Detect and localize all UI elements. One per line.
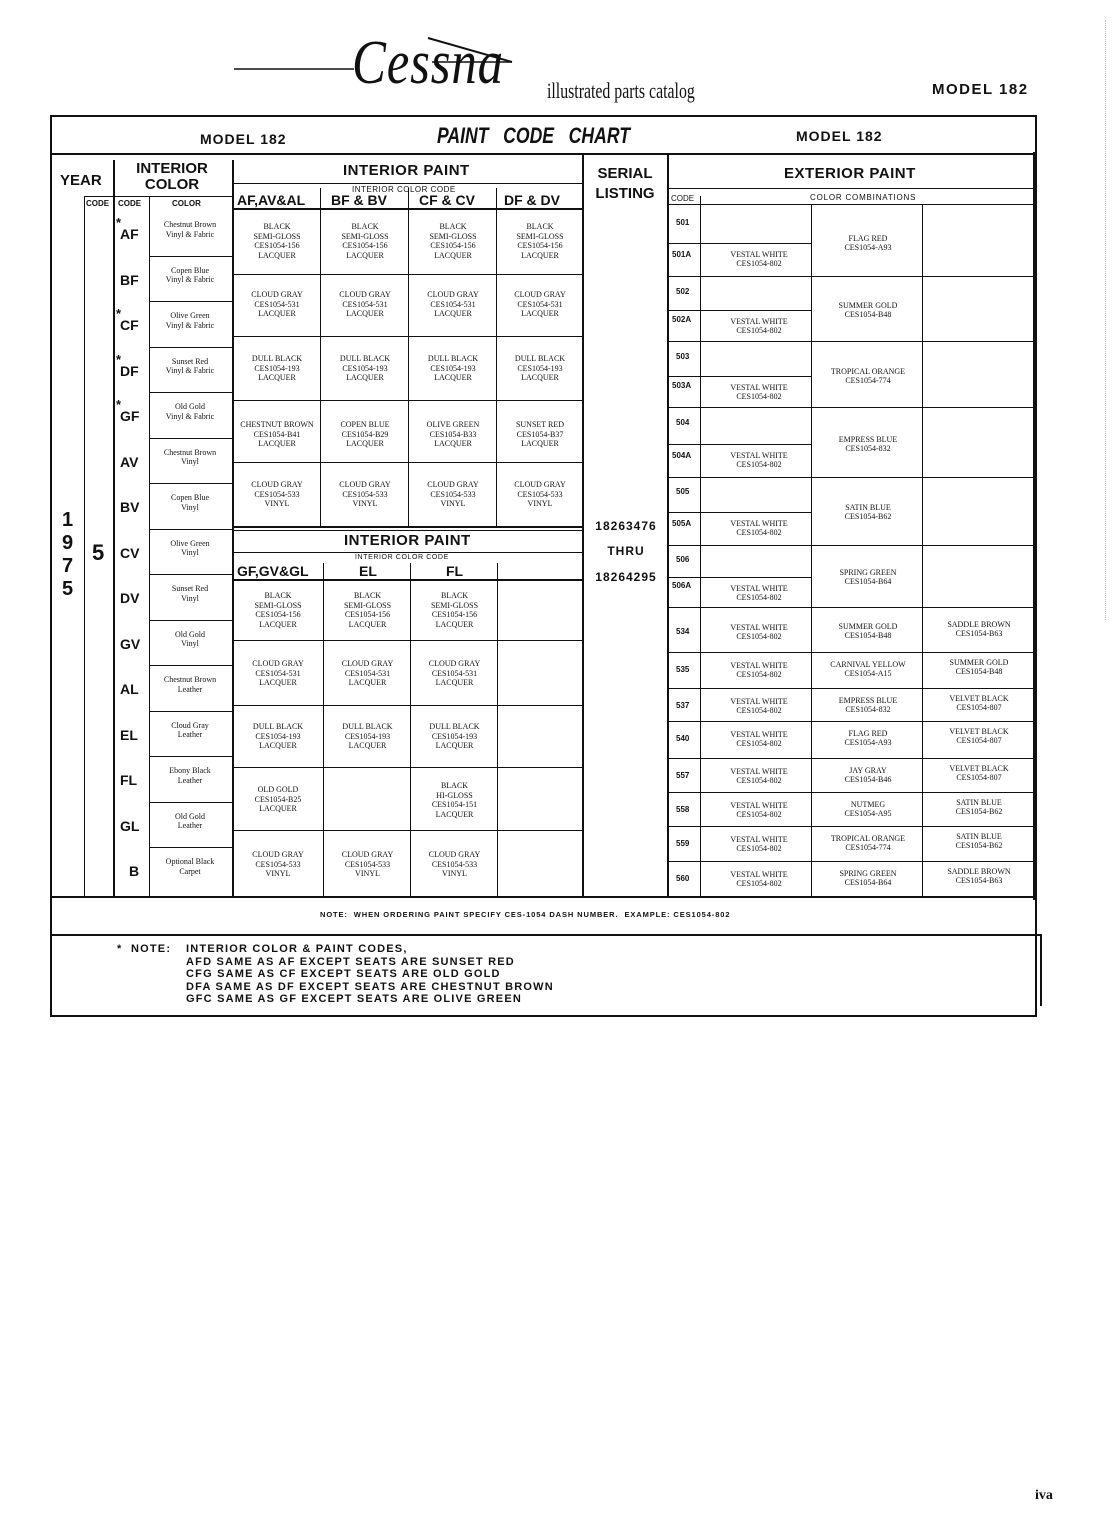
row-divider bbox=[667, 688, 1033, 689]
pair-divider bbox=[667, 243, 811, 244]
interior-color-name: Optional Black Carpet bbox=[165, 857, 215, 876]
exterior-color-cell: SATIN BLUE CES1054-B62 bbox=[844, 503, 892, 521]
interior-color-code: B bbox=[129, 863, 140, 879]
interior-color-code: AL bbox=[120, 681, 139, 697]
color-row-divider bbox=[149, 256, 232, 257]
interior-color-code: CV bbox=[120, 544, 140, 561]
exterior-code: 502A bbox=[672, 315, 692, 324]
interior-color-name: Olive Green Vinyl & Fabric bbox=[165, 311, 215, 330]
interior-color-name: Old Gold Leather bbox=[175, 811, 205, 830]
interior-paint-cell: CLOUD GRAY CES1054-531 LACQUER bbox=[428, 659, 481, 687]
exterior-color-1: VESTAL WHITE CES1054-802 bbox=[730, 623, 788, 641]
interior-paint-cell: CLOUD GRAY CES1054-533 VINYL bbox=[252, 850, 304, 878]
interior-color-code-header: INTERIOR COLOR CODE bbox=[352, 185, 456, 194]
interior-paint-lower-title: INTERIOR PAINT bbox=[344, 532, 471, 549]
serial-from: 18263476 bbox=[595, 519, 657, 533]
exterior-color-2: FLAG RED CES1054-A93 bbox=[844, 729, 892, 747]
exterior-color-2: JAY GRAY CES1054-B46 bbox=[844, 766, 892, 784]
exterior-code: 540 bbox=[676, 734, 690, 743]
interior-paint-cell: BLACK SEMI-GLOSS CES1054-156 LACQUER bbox=[254, 591, 302, 629]
interior-paint-cell: DULL BLACK CES1054-193 LACQUER bbox=[427, 354, 479, 382]
year-digit: 7 bbox=[62, 555, 74, 577]
interior-color-header: INTERIOR COLOR bbox=[136, 160, 208, 193]
exterior-color-3: VELVET BLACK CES1054-807 bbox=[949, 694, 1009, 712]
exterior-color-1: VESTAL WHITE CES1054-802 bbox=[730, 661, 788, 679]
interior-paint-cell: CLOUD GRAY CES1054-533 VINYL bbox=[428, 850, 481, 878]
interior-paint-cell: COPEN BLUE CES1054-B29 LACQUER bbox=[340, 420, 390, 448]
pair-divider bbox=[667, 577, 811, 578]
interior-paint-cell: CLOUD GRAY CES1054-531 LACQUER bbox=[251, 290, 303, 318]
interior-paint-header: INTERIOR PAINT bbox=[343, 162, 470, 179]
exterior-code: 503 bbox=[676, 352, 690, 361]
exterior-color-1: VESTAL WHITE CES1054-802 bbox=[730, 730, 788, 748]
order-note: NOTE: WHEN ORDERING PAINT SPECIFY CES-1054 DASH NUMBER. EXAMPLE: CES1054-802 bbox=[320, 910, 731, 919]
scan-edge-marks bbox=[1105, 20, 1107, 620]
exterior-code: 535 bbox=[676, 665, 690, 674]
color-row-divider bbox=[149, 847, 232, 848]
pair-divider bbox=[667, 512, 811, 513]
interior-paint-cell: OLIVE GREEN CES1054-B33 LACQUER bbox=[426, 420, 480, 448]
interior-color-code: BV bbox=[120, 499, 140, 515]
ip-head-1: BF & BV bbox=[331, 192, 387, 208]
interior-color-code: BF bbox=[120, 271, 139, 288]
exterior-code: 501 bbox=[676, 218, 690, 227]
row-divider bbox=[667, 721, 1033, 722]
interior-paint-cell: CLOUD GRAY CES1054-533 VINYL bbox=[339, 480, 391, 508]
interior-paint-cell: BLACK SEMI-GLOSS CES1054-156 LACQUER bbox=[253, 222, 301, 260]
interior-paint-cell: BLACK SEMI-GLOSS CES1054-156 LACQUER bbox=[430, 591, 479, 629]
color-row-divider bbox=[149, 483, 232, 484]
interior-paint-cell: DULL BLACK CES1054-193 LACQUER bbox=[252, 722, 304, 750]
exterior-code: 506A bbox=[672, 581, 692, 590]
interior-paint-cell: CLOUD GRAY CES1054-531 LACQUER bbox=[514, 290, 566, 318]
logo-text: Cessna bbox=[352, 29, 504, 97]
interior-color-code: EL bbox=[120, 726, 138, 743]
exterior-color-2: CARNIVAL YELLOW CES1054-A15 bbox=[830, 660, 906, 678]
exterior-color-cell: FLAG RED CES1054-A93 bbox=[844, 234, 892, 252]
exterior-vestal-cell: VESTAL WHITE CES1054-802 bbox=[730, 584, 788, 602]
interior-color-name: Cloud Gray Leather bbox=[171, 720, 209, 739]
exterior-paint-header: EXTERIOR PAINT bbox=[784, 165, 916, 182]
interior-color-name: Chestnut Brown Vinyl & Fabric bbox=[163, 220, 217, 239]
exterior-code: 505A bbox=[672, 519, 692, 528]
row-divider bbox=[667, 792, 1033, 793]
color-combinations-header: COLOR COMBINATIONS bbox=[810, 193, 917, 202]
color-row-divider bbox=[149, 347, 232, 348]
interior-color-name: Sunset Red Vinyl & Fabric bbox=[165, 356, 215, 375]
interior-paint-cell: CLOUD GRAY CES1054-531 LACQUER bbox=[252, 659, 304, 687]
row-divider bbox=[667, 545, 1033, 546]
exterior-color-3: VELVET BLACK CES1054-807 bbox=[949, 727, 1009, 745]
interior-paint-cell: CLOUD GRAY CES1054-531 LACQUER bbox=[341, 659, 394, 687]
exterior-color-2: SUMMER GOLD CES1054-B48 bbox=[838, 622, 898, 640]
interior-color-code-lower: INTERIOR COLOR CODE bbox=[355, 554, 449, 561]
exterior-color-1: VESTAL WHITE CES1054-802 bbox=[730, 767, 788, 785]
exterior-code: 502 bbox=[676, 287, 690, 296]
interior-paint-cell: SUNSET RED CES1054-B37 LACQUER bbox=[515, 420, 565, 448]
color-row-divider bbox=[149, 529, 232, 530]
interior-paint-cell: DULL BLACK CES1054-193 LACQUER bbox=[514, 354, 566, 382]
exterior-color-2: SPRING GREEN CES1054-B64 bbox=[839, 869, 897, 887]
exterior-color-3: SATIN BLUE CES1054-B62 bbox=[955, 798, 1003, 816]
star-note-line: CFG SAME AS CF EXCEPT SEATS ARE OLD GOLD bbox=[186, 968, 501, 980]
exterior-color-3: VELVET BLACK CES1054-807 bbox=[949, 764, 1009, 782]
interior-paint-cell: BLACK SEMI-GLOSS CES1054-156 LACQUER bbox=[429, 222, 477, 260]
chart-model-left: MODEL 182 bbox=[200, 131, 287, 147]
exterior-vestal-cell: VESTAL WHITE CES1054-802 bbox=[730, 250, 788, 268]
color-row-divider bbox=[149, 802, 232, 803]
exterior-color-3: SUMMER GOLD CES1054-B48 bbox=[949, 658, 1009, 676]
color-row-divider bbox=[149, 711, 232, 712]
page-number: iva bbox=[1035, 1488, 1053, 1503]
color-row-divider bbox=[149, 301, 232, 302]
color-code-header: CODE bbox=[118, 199, 142, 208]
interior-paint-cell: DULL BLACK CES1054-193 LACQUER bbox=[429, 722, 480, 750]
serial-thru: THRU bbox=[607, 544, 645, 558]
catalog-title: illustrated parts catalog bbox=[547, 78, 695, 103]
ipl-head-0: GF,GV&GL bbox=[237, 563, 309, 579]
exterior-color-cell: EMPRESS BLUE CES1054-832 bbox=[838, 434, 898, 453]
year-digit: 1 bbox=[62, 509, 74, 531]
exterior-color-1: VESTAL WHITE CES1054-802 bbox=[730, 697, 788, 715]
interior-paint-cell: BLACK SEMI-GLOSS CES1054-156 LACQUER bbox=[343, 591, 392, 629]
exterior-vestal-cell: VESTAL WHITE CES1054-802 bbox=[730, 519, 788, 537]
interior-paint-cell: CLOUD GRAY CES1054-533 VINYL bbox=[341, 850, 394, 878]
exterior-color-1: VESTAL WHITE CES1054-802 bbox=[730, 835, 788, 853]
interior-color-code: DF bbox=[120, 362, 139, 379]
interior-color-code: GF bbox=[120, 408, 140, 424]
star-note-line: DFA SAME AS DF EXCEPT SEATS ARE CHESTNUT BROWN bbox=[186, 980, 554, 993]
pair-divider bbox=[667, 310, 811, 311]
exterior-color-1: VESTAL WHITE CES1054-802 bbox=[730, 870, 788, 888]
interior-paint-cell: CLOUD GRAY CES1054-533 VINYL bbox=[251, 480, 303, 508]
interior-paint-cell: CLOUD GRAY CES1054-531 LACQUER bbox=[339, 290, 391, 318]
exterior-color-cell: TROPICAL ORANGE CES1054-774 bbox=[830, 366, 906, 385]
color-row-divider bbox=[149, 574, 232, 575]
pair-divider bbox=[667, 376, 811, 377]
year-code-header: CODE bbox=[86, 199, 110, 208]
interior-paint-cell: BLACK HI-GLOSS CES1054-151 LACQUER bbox=[431, 781, 478, 819]
color-row-divider bbox=[149, 392, 232, 393]
interior-paint-cell: CHESTNUT BROWN CES1054-B41 LACQUER bbox=[240, 420, 314, 448]
interior-color-code: DV bbox=[120, 590, 140, 606]
interior-color-name: Olive Green Vinyl bbox=[170, 538, 210, 557]
exterior-vestal-cell: VESTAL WHITE CES1054-802 bbox=[730, 382, 788, 401]
row-divider bbox=[667, 407, 1033, 408]
ip-head-3: DF & DV bbox=[504, 192, 560, 208]
exterior-code: 557 bbox=[676, 771, 690, 780]
exterior-color-2: EMPRESS BLUE CES1054-832 bbox=[838, 696, 898, 714]
serial-listing-header: SERIAL LISTING bbox=[595, 165, 655, 202]
exterior-code: 504A bbox=[672, 451, 692, 460]
model-label: MODEL 182 bbox=[932, 81, 1029, 98]
ext-code-header: CODE bbox=[671, 194, 695, 203]
asterisk-marker: * bbox=[116, 351, 122, 367]
color-row-divider bbox=[149, 665, 232, 666]
exterior-color-cell: SPRING GREEN CES1054-B64 bbox=[839, 568, 897, 586]
row-divider bbox=[667, 607, 1033, 608]
asterisk-marker: * bbox=[116, 397, 122, 412]
serial-to: 18264295 bbox=[595, 570, 657, 584]
interior-paint-cell: BLACK SEMI-GLOSS CES1054-156 LACQUER bbox=[341, 222, 389, 260]
pair-divider bbox=[667, 444, 811, 445]
year-digit: 5 bbox=[62, 578, 74, 600]
asterisk-marker: * bbox=[116, 215, 122, 230]
interior-color-code: GL bbox=[120, 817, 140, 834]
exterior-color-cell: SUMMER GOLD CES1054-B48 bbox=[838, 301, 898, 319]
ip-head-2: CF & CV bbox=[419, 192, 475, 208]
interior-color-name: Ebony Black Leather bbox=[169, 766, 211, 785]
interior-color-name: Copen Blue Vinyl & Fabric bbox=[165, 265, 215, 284]
row-divider bbox=[667, 826, 1033, 827]
ipl-head-1: EL bbox=[359, 563, 377, 579]
row-divider bbox=[667, 276, 1033, 277]
color-row-divider bbox=[149, 620, 232, 621]
chart-model-right: MODEL 182 bbox=[796, 128, 883, 144]
row-divider bbox=[667, 861, 1033, 862]
exterior-color-2: NUTMEG CES1054-A95 bbox=[844, 800, 892, 818]
interior-color-name: Chestnut Brown Leather bbox=[163, 675, 217, 694]
interior-color-name: Copen Blue Vinyl bbox=[171, 493, 209, 512]
ipl-head-2: FL bbox=[446, 563, 464, 579]
color-header: COLOR bbox=[172, 199, 201, 208]
interior-color-code: AF bbox=[120, 226, 139, 242]
interior-color-name: Chestnut Brown Vinyl bbox=[163, 447, 217, 466]
interior-color-code: CF bbox=[120, 317, 139, 333]
interior-color-name: Old Gold Vinyl bbox=[175, 629, 205, 648]
exterior-code: 503A bbox=[672, 381, 692, 390]
interior-color-code: GV bbox=[120, 635, 141, 652]
star-note-line: GFC SAME AS GF EXCEPT SEATS ARE OLIVE GREEN bbox=[186, 993, 523, 1005]
exterior-vestal-cell: VESTAL WHITE CES1054-802 bbox=[730, 450, 788, 469]
row-divider bbox=[667, 341, 1033, 342]
exterior-code: 560 bbox=[676, 874, 690, 883]
row-divider bbox=[667, 652, 1033, 653]
interior-color-name: Old Gold Vinyl & Fabric bbox=[165, 402, 215, 421]
exterior-code: 534 bbox=[676, 627, 690, 636]
star-note-lead: * NOTE: bbox=[117, 943, 172, 955]
color-row-divider bbox=[149, 438, 232, 439]
row-divider bbox=[667, 477, 1033, 478]
year-digit: 9 bbox=[62, 532, 74, 554]
chart-title: PAINT CODE CHART bbox=[437, 123, 630, 148]
exterior-code: 504 bbox=[676, 418, 690, 427]
exterior-color-3: SADDLE BROWN CES1054-B63 bbox=[947, 620, 1011, 638]
exterior-code: 559 bbox=[676, 839, 690, 848]
color-row-divider bbox=[149, 756, 232, 757]
interior-paint-cell: DULL BLACK CES1054-193 LACQUER bbox=[251, 354, 303, 382]
interior-paint-cell: DULL BLACK CES1054-193 LACQUER bbox=[339, 354, 391, 382]
interior-paint-cell: DULL BLACK CES1054-193 LACQUER bbox=[342, 722, 393, 750]
star-note-line: INTERIOR COLOR & PAINT CODES, bbox=[186, 943, 408, 955]
star-note-line: AFD SAME AS AF EXCEPT SEATS ARE SUNSET RED bbox=[186, 955, 515, 968]
cessna-logo bbox=[232, 30, 532, 105]
interior-paint-cell: OLD GOLD CES1054-B25 LACQUER bbox=[254, 785, 302, 813]
interior-color-code: FL bbox=[120, 772, 138, 788]
interior-paint-cell: CLOUD GRAY CES1054-533 VINYL bbox=[514, 480, 566, 508]
interior-paint-cell: CLOUD GRAY CES1054-533 VINYL bbox=[427, 480, 479, 508]
interior-color-code: AV bbox=[120, 453, 139, 470]
ip-head-0: AF,AV&AL bbox=[237, 192, 306, 208]
interior-paint-cell: BLACK SEMI-GLOSS CES1054-156 LACQUER bbox=[516, 222, 564, 260]
interior-color-name: Sunset Red Vinyl bbox=[171, 584, 209, 603]
exterior-vestal-cell: VESTAL WHITE CES1054-802 bbox=[730, 317, 788, 335]
exterior-color-2: TROPICAL ORANGE CES1054-774 bbox=[830, 834, 906, 852]
exterior-code: 505 bbox=[676, 487, 690, 496]
year-header: YEAR bbox=[60, 172, 102, 189]
exterior-code: 506 bbox=[676, 555, 690, 564]
exterior-color-3: SADDLE BROWN CES1054-B63 bbox=[947, 867, 1011, 885]
interior-paint-cell: CLOUD GRAY CES1054-531 LACQUER bbox=[427, 290, 479, 318]
exterior-code: 558 bbox=[676, 805, 690, 814]
exterior-color-1: VESTAL WHITE CES1054-802 bbox=[730, 801, 788, 819]
exterior-color-3: SATIN BLUE CES1054-B62 bbox=[955, 832, 1003, 850]
exterior-code: 537 bbox=[676, 701, 690, 710]
year-code: 5 bbox=[92, 540, 105, 565]
exterior-code: 501A bbox=[672, 250, 692, 259]
asterisk-marker: * bbox=[116, 306, 122, 321]
row-divider bbox=[667, 758, 1033, 759]
